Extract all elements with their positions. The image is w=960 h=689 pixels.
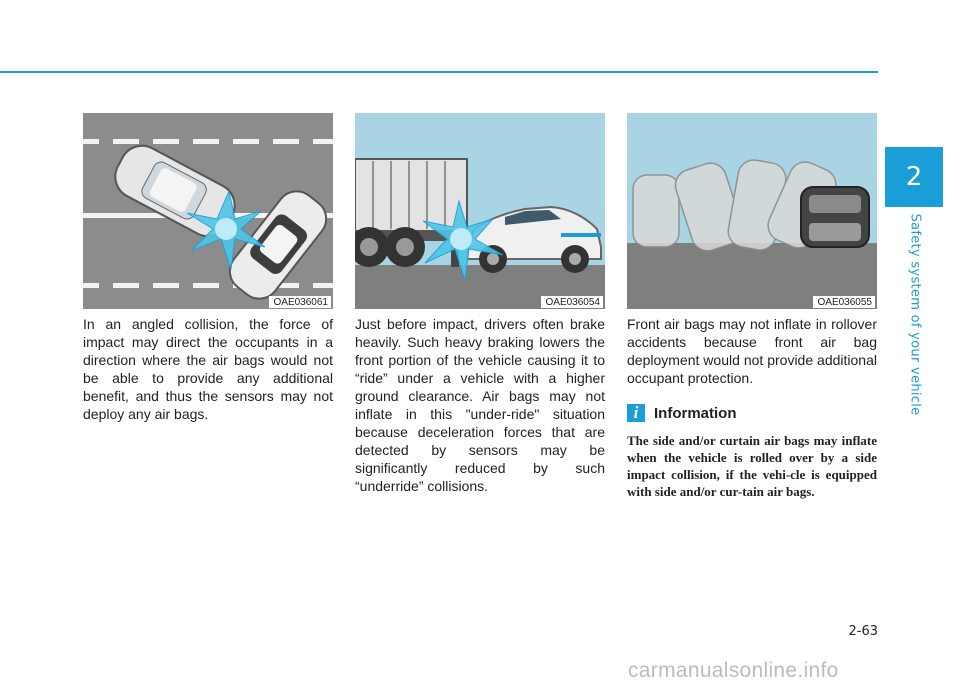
information-text: The side and/or curtain air bags may inflate when the vehicle is rolled over by a side impact collision, if the vehi-cle is equipped with side and/or cur-tain air bags. xyxy=(627,433,877,499)
column-1 xyxy=(83,113,333,423)
header-rule xyxy=(0,71,878,73)
rollover-figure xyxy=(627,113,877,309)
underride-illustration xyxy=(355,113,605,309)
column-2 xyxy=(355,113,605,495)
column-3 xyxy=(627,113,877,500)
body-paragraph: In an angled collision, the force of impact may direct the occupants in a direction where the air bags would not be able to provide any additional benefit, and thus the sensors may not deploy any air bags. xyxy=(83,316,333,422)
chapter-number-tab[interactable] xyxy=(885,147,943,207)
angled-collision-illustration xyxy=(83,113,333,309)
chapter-number: 2 xyxy=(905,162,923,192)
figure-code: OAE036055 xyxy=(813,296,876,308)
information-header xyxy=(627,404,877,422)
body-paragraph: Just before impact, drivers often brake heavily. Such heavy braking lowers the front portion of the vehicle causing it to “ride” under a vehicle with a higher ground clearance. Air bags may not inflate in this "under-ride" situation because deceleration forces that are detected by sensors may be significantly reduced by such “underride” collisions. xyxy=(355,316,605,494)
chapter-title-tab xyxy=(885,207,943,427)
figure-code: OAE036061 xyxy=(269,296,332,308)
info-icon: i xyxy=(627,404,645,422)
watermark[interactable]: carmanualsonline.info xyxy=(628,659,839,682)
rollover-illustration xyxy=(627,113,877,309)
body-paragraph: Front air bags may not inflate in rollover accidents because front air bag deployment would not provide additional occupant protection. xyxy=(627,316,877,386)
figure-code: OAE036054 xyxy=(541,296,604,308)
chapter-title: Safety system of your vehicle xyxy=(907,213,923,416)
page-number: 2-63 xyxy=(848,624,878,639)
angled-collision-figure xyxy=(83,113,333,309)
underride-figure xyxy=(355,113,605,309)
information-title: Information xyxy=(654,404,737,422)
